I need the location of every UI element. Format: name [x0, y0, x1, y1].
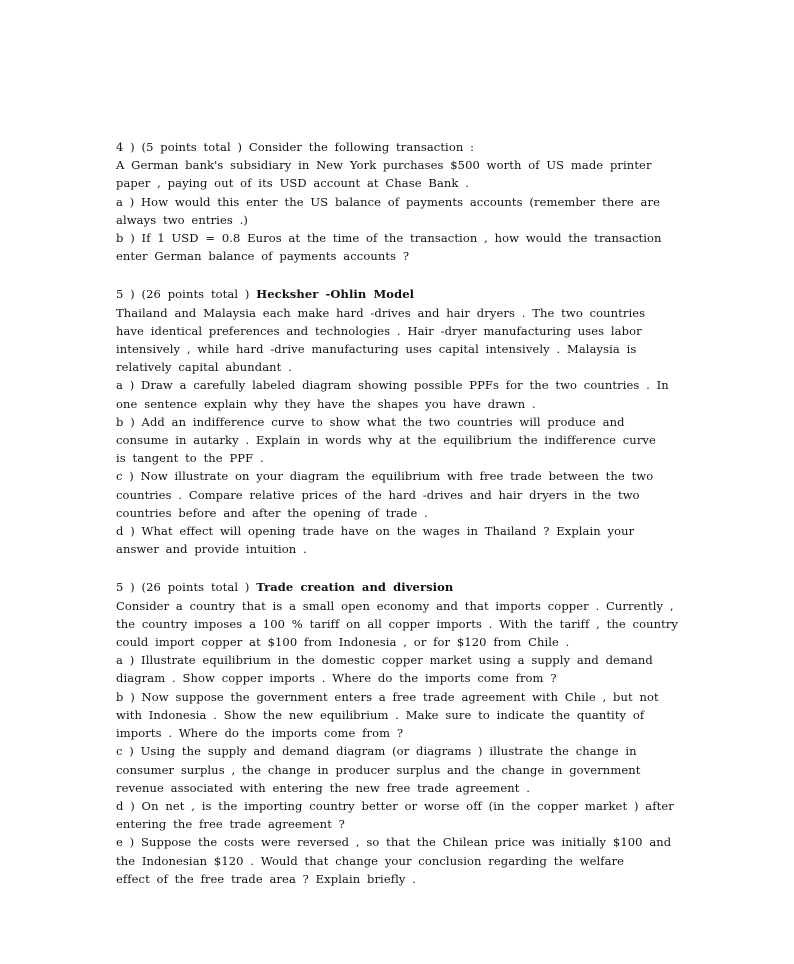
- document-page: [116, 138, 679, 908]
- question-5-hecksher-ohlin: [116, 285, 676, 558]
- question-5a-line: consume in autarky . Explain in words why at the equilibrium the indifference curve: [116, 433, 656, 448]
- question-5a-line: countries before and after the opening of trade .: [116, 505, 428, 520]
- question-5a-line: b ) Add an indifference curve to show what the two countries will produce and: [116, 414, 625, 429]
- question-5b-header-prefix: 5 ) (26 points total ): [116, 580, 257, 595]
- question-5a-line: c ) Now illustrate on your diagram the equilibrium with free trade between the two: [116, 469, 654, 484]
- question-4-line: b ) If 1 USD = 0.8 Euros at the time of the transaction , how would the transaction: [116, 231, 662, 246]
- question-5a-header-title: Hecksher -Ohlin Model: [256, 287, 415, 302]
- question-5a-line: intensively , while hard -drive manufacturing uses capital intensively . Malaysia is: [116, 342, 637, 357]
- question-5a-line: answer and provide intuition .: [116, 542, 307, 557]
- question-5b-line: d ) On net , is the importing country better or worse off (in the copper market ) after: [116, 798, 674, 813]
- question-5b-line: Consider a country that is a small open economy and that imports copper . Currently ,: [116, 598, 674, 613]
- question-4-line: always two entries .): [116, 212, 248, 227]
- question-5b-line: revenue associated with entering the new free trade agreement .: [116, 780, 531, 795]
- question-5b-line: imports . Where do the imports come from ?: [116, 726, 404, 741]
- question-5a-line: have identical preferences and technologies . Hair -dryer manufacturing uses labor: [116, 323, 642, 338]
- question-5b-line: consumer surplus , the change in producer surplus and the change in government: [116, 762, 641, 777]
- question-5b-line: entering the free trade agreement ?: [116, 817, 345, 832]
- question-5a-line: relatively capital abundant .: [116, 360, 292, 375]
- question-5a-header-prefix: 5 ) (26 points total ): [116, 287, 257, 302]
- question-5b-line: b ) Now suppose the government enters a free trade agreement with Chile , but not: [116, 689, 659, 704]
- question-5b-header-title: Trade creation and diversion: [256, 580, 454, 595]
- question-5a-line: Thailand and Malaysia each make hard -drives and hair dryers . The two countries: [116, 305, 646, 320]
- question-5b-line: could import copper at $100 from Indonesia , or for $120 from Chile .: [116, 635, 570, 650]
- question-4: [116, 138, 676, 265]
- question-4-line: enter German balance of payments accounts ?: [116, 249, 410, 264]
- question-5b-header: [116, 578, 676, 596]
- question-5a-line: is tangent to the PPF .: [116, 451, 264, 466]
- question-4-line: paper , paying out of its USD account at Chase Bank .: [116, 176, 470, 191]
- question-5b-line: the country imposes a 100 % tariff on all copper imports . With the tariff , the country: [116, 616, 679, 631]
- question-5b-line: a ) Illustrate equilibrium in the domestic copper market using a supply and demand: [116, 653, 653, 668]
- question-4-header-text: 4 ) (5 points total ) Consider the following transaction :: [116, 140, 475, 154]
- question-4-line: A German bank's subsidiary in New York purchases $500 worth of US made printer: [116, 158, 652, 173]
- question-5a-header: [116, 285, 676, 303]
- question-4-header: [116, 138, 676, 156]
- question-5a-line: countries . Compare relative prices of the hard -drives and hair dryers in the two: [116, 487, 640, 502]
- question-5a-line: d ) What effect will opening trade have on the wages in Thailand ? Explain your: [116, 524, 635, 539]
- question-5b-line: effect of the free trade area ? Explain briefly .: [116, 871, 416, 886]
- question-5b-line: e ) Suppose the costs were reversed , so that the Chilean price was initially $100 and: [116, 835, 672, 850]
- question-4-line: a ) How would this enter the US balance of payments accounts (remember there are: [116, 194, 660, 209]
- question-5b-line: c ) Using the supply and demand diagram (or diagrams ) illustrate the change in: [116, 744, 637, 759]
- question-5b-line: diagram . Show copper imports . Where do the imports come from ?: [116, 671, 557, 686]
- question-5a-line: one sentence explain why they have the shapes you have drawn .: [116, 396, 536, 411]
- question-5b-line: the Indonesian $120 . Would that change your conclusion regarding the welfare: [116, 853, 625, 868]
- question-5-trade-creation: [116, 578, 679, 887]
- question-5b-line: with Indonesia . Show the new equilibrium . Make sure to indicate the quantity of: [116, 707, 645, 722]
- question-5a-line: a ) Draw a carefully labeled diagram showing possible PPFs for the two countries . In: [116, 378, 669, 393]
